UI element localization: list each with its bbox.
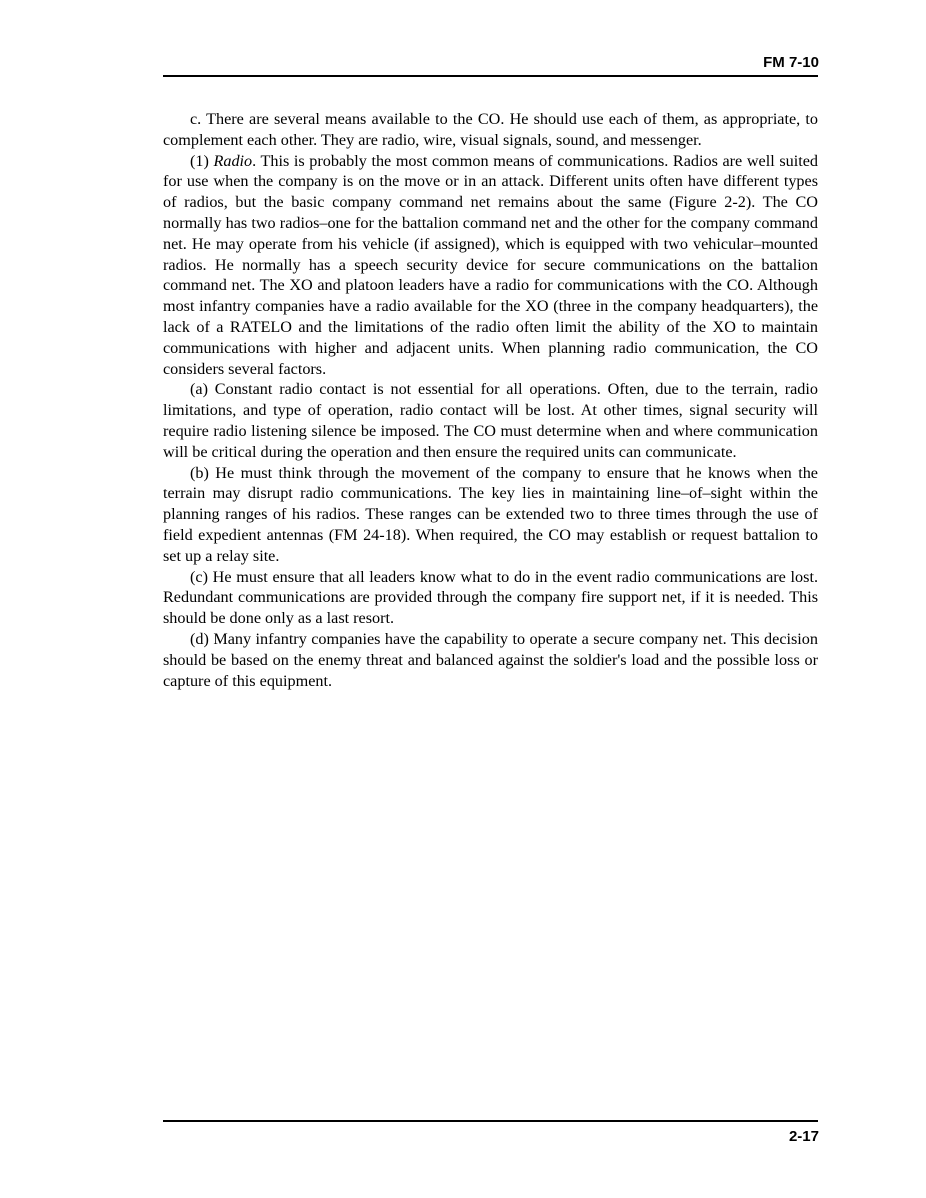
paragraph-a: (a) Constant radio contact is not essential for all operations. Often, due to the terrain, radio limitations, and type of operation, radio contact will be lost. At other times, signal security will require radio listening silence be imposed. The CO must determine when and where communication will be critical during the operation and then ensure the required units can communicate. bbox=[163, 380, 818, 461]
footer-rule bbox=[163, 1120, 818, 1122]
paragraph-d: (d) Many infantry companies have the capability to operate a secure company net. This decision should be based on the enemy threat and balanced against the soldier's load and the possible loss or capture of this equipment. bbox=[163, 629, 818, 690]
paragraph-radio-body: . This is probably the most common means of communications. Radios are well suited for use when the company is on the move or in an attack. Different units often have different types of radios, but the basic company command net remains about the same (Figure 2-2). The CO normally has two radios–one for the battalion command net and the other for the company command net. He may operate from his vehicle (if assigned), which is equipped with two vehicular–mounted radios. He normally has a speech security device for secure communications on the battalion command net. The XO and platoon leaders have a radio for communications with the CO. Although most infantry companies have a radio available for the XO (three in the company headquarters), the lack of a RATELO and the limitations of the radio often limit the ability of the XO to maintain communications with higher and adjacent units. When planning radio communication, the CO considers several factors. bbox=[163, 151, 818, 378]
body-text bbox=[163, 109, 818, 691]
header-rule bbox=[163, 75, 818, 77]
paragraph-c-sub: (c) He must ensure that all leaders know what to do in the event radio communications are lost. Redundant communications are provided through the company fire support net, if it is needed. This should be done only as a last resort. bbox=[163, 567, 818, 628]
document-id: FM 7-10 bbox=[763, 54, 819, 71]
paragraph-radio bbox=[163, 151, 818, 380]
paragraph-radio-title: Radio bbox=[213, 151, 253, 170]
page-number: 2-17 bbox=[788, 1128, 819, 1145]
paragraph-radio-number: (1) bbox=[190, 151, 214, 170]
paragraph-c: c. There are several means available to the CO. He should use each of them, as appropriate, to complement each other. They are radio, wire, visual signals, sound, and messenger. bbox=[163, 110, 818, 149]
paragraph-b: (b) He must think through the movement of the company to ensure that he knows when the terrain may disrupt radio communications. The key lies in maintaining line–of–sight within the planning ranges of his radios. These ranges can be extended two to three times through the use of field expedient antennas (FM 24-18). When required, the CO may establish or request battalion to set up a relay site. bbox=[163, 463, 818, 565]
